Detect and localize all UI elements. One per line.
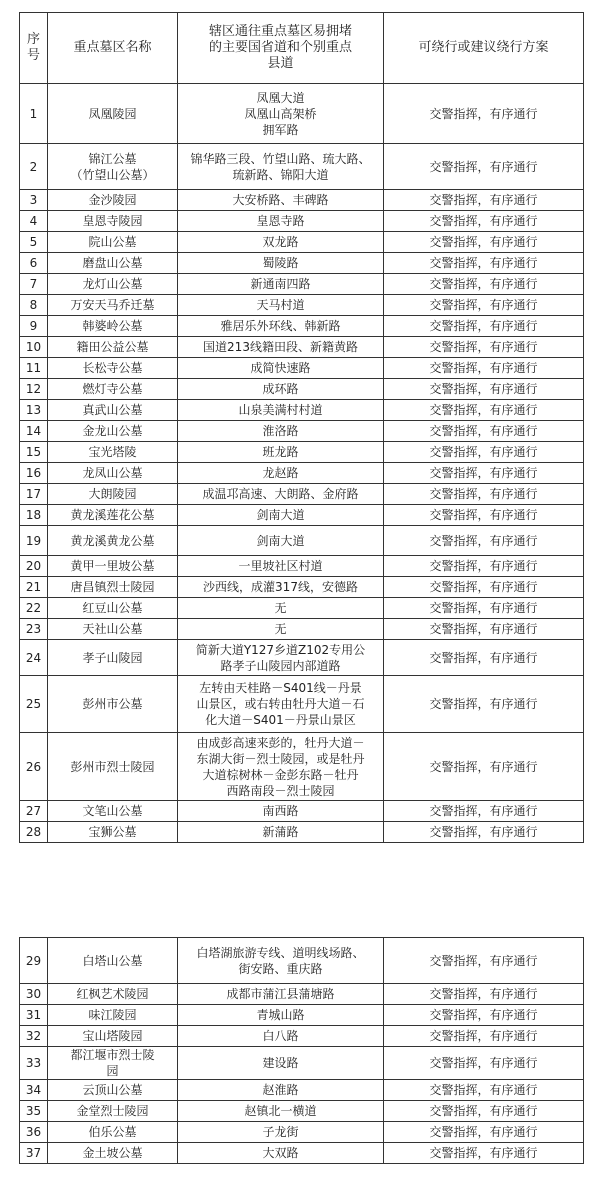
cemetery-name: 宝狮公墓: [48, 822, 178, 843]
detour-plan: 交警指挥，有序通行: [384, 316, 584, 337]
table-row: [20, 337, 584, 358]
detour-plan: 交警指挥，有序通行: [384, 232, 584, 253]
cemetery-name: 院山公墓: [48, 232, 178, 253]
cemetery-traffic-table-part1: [19, 12, 584, 843]
table-row: [20, 484, 584, 505]
cemetery-name: 都江堰市烈士陵 园: [48, 1047, 178, 1080]
cemetery-name: 韩婆岭公墓: [48, 316, 178, 337]
table-row: [20, 232, 584, 253]
cemetery-name: 伯乐公墓: [48, 1122, 178, 1143]
detour-plan: 交警指挥，有序通行: [384, 505, 584, 526]
detour-plan: 交警指挥，有序通行: [384, 295, 584, 316]
table-row: [20, 1080, 584, 1101]
row-number: 35: [20, 1101, 48, 1122]
cemetery-name: 万安天马乔迁墓: [48, 295, 178, 316]
row-number: 27: [20, 801, 48, 822]
table-row: [20, 526, 584, 556]
congested-roads: 无: [178, 619, 384, 640]
table-row: [20, 400, 584, 421]
cemetery-name: 金土坡公墓: [48, 1143, 178, 1164]
cemetery-name: 籍田公益公墓: [48, 337, 178, 358]
table-row: [20, 1005, 584, 1026]
congested-roads: 成环路: [178, 379, 384, 400]
detour-plan: 交警指挥，有序通行: [384, 1005, 584, 1026]
cemetery-name: 龙灯山公墓: [48, 274, 178, 295]
detour-plan: 交警指挥，有序通行: [384, 822, 584, 843]
table-row: [20, 577, 584, 598]
congested-roads: 白八路: [178, 1026, 384, 1047]
congested-roads: 无: [178, 598, 384, 619]
row-number: 23: [20, 619, 48, 640]
detour-plan: 交警指挥，有序通行: [384, 400, 584, 421]
table-row: [20, 144, 584, 190]
table-row: [20, 190, 584, 211]
cemetery-name: 金沙陵园: [48, 190, 178, 211]
congested-roads: 锦华路三段、竹望山路、琉大路、 琉新路、锦阳大道: [178, 144, 384, 190]
row-number: 22: [20, 598, 48, 619]
row-number: 9: [20, 316, 48, 337]
row-number: 26: [20, 733, 48, 801]
detour-plan: 交警指挥，有序通行: [384, 190, 584, 211]
detour-plan: 交警指挥，有序通行: [384, 442, 584, 463]
row-number: 10: [20, 337, 48, 358]
header-cemetery-name: 重点墓区名称: [48, 13, 178, 84]
row-number: 13: [20, 400, 48, 421]
detour-plan: 交警指挥，有序通行: [384, 358, 584, 379]
cemetery-name: 云顶山公墓: [48, 1080, 178, 1101]
detour-plan: 交警指挥，有序通行: [384, 84, 584, 144]
table-row: [20, 421, 584, 442]
detour-plan: 交警指挥，有序通行: [384, 556, 584, 577]
cemetery-name: 彭州市烈士陵园: [48, 733, 178, 801]
table-header-row: [20, 13, 584, 84]
row-number: 20: [20, 556, 48, 577]
detour-plan: 交警指挥，有序通行: [384, 463, 584, 484]
congested-roads: 龙赵路: [178, 463, 384, 484]
congested-roads: 子龙街: [178, 1122, 384, 1143]
table-row: [20, 676, 584, 733]
row-number: 15: [20, 442, 48, 463]
row-number: 36: [20, 1122, 48, 1143]
row-number: 11: [20, 358, 48, 379]
congested-roads: 皇恩寺路: [178, 211, 384, 232]
detour-plan: 交警指挥，有序通行: [384, 984, 584, 1005]
header-number: 序 号: [20, 13, 48, 84]
table-row: [20, 358, 584, 379]
row-number: 4: [20, 211, 48, 232]
congested-roads: 沙西线，成灌317线，安德路: [178, 577, 384, 598]
cemetery-name: 宝山塔陵园: [48, 1026, 178, 1047]
detour-plan: 交警指挥，有序通行: [384, 938, 584, 984]
row-number: 29: [20, 938, 48, 984]
table-body-part2: [20, 938, 584, 1164]
row-number: 18: [20, 505, 48, 526]
cemetery-name: 锦江公墓 （竹望山公墓）: [48, 144, 178, 190]
table-row: [20, 316, 584, 337]
congested-roads: 成简快速路: [178, 358, 384, 379]
table-row: [20, 84, 584, 144]
row-number: 1: [20, 84, 48, 144]
congested-roads: 左转由天桂路－S401线－丹景 山景区，或右转由牡丹大道－石 化大道－S401－丹景山景区: [178, 676, 384, 733]
table-row: [20, 619, 584, 640]
header-congested-roads: 辖区通往重点墓区易拥堵 的主要国省道和个别重点 县道: [178, 13, 384, 84]
table-row: [20, 801, 584, 822]
congested-roads: 天马村道: [178, 295, 384, 316]
row-number: 21: [20, 577, 48, 598]
congested-roads: 简新大道Y127乡道Z102专用公 路孝子山陵园内部道路: [178, 640, 384, 676]
table-row: [20, 505, 584, 526]
congested-roads: 双龙路: [178, 232, 384, 253]
detour-plan: 交警指挥，有序通行: [384, 1080, 584, 1101]
cemetery-name: 红枫艺术陵园: [48, 984, 178, 1005]
cemetery-name: 黄龙溪黄龙公墓: [48, 526, 178, 556]
detour-plan: 交警指挥，有序通行: [384, 676, 584, 733]
detour-plan: 交警指挥，有序通行: [384, 1143, 584, 1164]
congested-roads: 班龙路: [178, 442, 384, 463]
congested-roads: 成温邛高速、大朗路、金府路: [178, 484, 384, 505]
table-row: [20, 274, 584, 295]
row-number: 31: [20, 1005, 48, 1026]
cemetery-name: 黄甲一里坡公墓: [48, 556, 178, 577]
cemetery-name: 金龙山公墓: [48, 421, 178, 442]
detour-plan: 交警指挥，有序通行: [384, 1122, 584, 1143]
row-number: 19: [20, 526, 48, 556]
congested-roads: 剑南大道: [178, 526, 384, 556]
congested-roads: 赵淮路: [178, 1080, 384, 1101]
row-number: 34: [20, 1080, 48, 1101]
row-number: 12: [20, 379, 48, 400]
table-row: [20, 379, 584, 400]
detour-plan: 交警指挥，有序通行: [384, 801, 584, 822]
congested-roads: 剑南大道: [178, 505, 384, 526]
congested-roads: 凤凰大道 凤凰山高架桥 拥军路: [178, 84, 384, 144]
congested-roads: 由成彭高速来彭的，牡丹大道－ 东湖大街－烈士陵园，或是牡丹 大道棕树林－金彭东路－牡丹 西路南段－烈士陵园: [178, 733, 384, 801]
cemetery-name: 磨盘山公墓: [48, 253, 178, 274]
detour-plan: 交警指挥，有序通行: [384, 274, 584, 295]
table-row: [20, 984, 584, 1005]
table-row: [20, 1101, 584, 1122]
congested-roads: 山泉美满村村道: [178, 400, 384, 421]
congested-roads: 一里坡社区村道: [178, 556, 384, 577]
table-row: [20, 1026, 584, 1047]
congested-roads: 新蒲路: [178, 822, 384, 843]
table-row: [20, 1047, 584, 1080]
cemetery-name: 白塔山公墓: [48, 938, 178, 984]
row-number: 7: [20, 274, 48, 295]
detour-plan: 交警指挥，有序通行: [384, 421, 584, 442]
cemetery-name: 味江陵园: [48, 1005, 178, 1026]
detour-plan: 交警指挥，有序通行: [384, 598, 584, 619]
table-row: [20, 211, 584, 232]
cemetery-name: 龙凤山公墓: [48, 463, 178, 484]
detour-plan: 交警指挥，有序通行: [384, 733, 584, 801]
cemetery-name: 凤凰陵园: [48, 84, 178, 144]
table-row: [20, 1122, 584, 1143]
congested-roads: 大双路: [178, 1143, 384, 1164]
cemetery-name: 长松寺公墓: [48, 358, 178, 379]
row-number: 8: [20, 295, 48, 316]
row-number: 37: [20, 1143, 48, 1164]
cemetery-name: 彭州市公墓: [48, 676, 178, 733]
cemetery-name: 天社山公墓: [48, 619, 178, 640]
congested-roads: 大安桥路、丰碑路: [178, 190, 384, 211]
row-number: 24: [20, 640, 48, 676]
table-row: [20, 733, 584, 801]
row-number: 14: [20, 421, 48, 442]
congested-roads: 青城山路: [178, 1005, 384, 1026]
cemetery-traffic-table-part2: [19, 937, 584, 1164]
congested-roads: 赵镇北一横道: [178, 1101, 384, 1122]
detour-plan: 交警指挥，有序通行: [384, 619, 584, 640]
congested-roads: 新通南四路: [178, 274, 384, 295]
detour-plan: 交警指挥，有序通行: [384, 379, 584, 400]
cemetery-name: 燃灯寺公墓: [48, 379, 178, 400]
cemetery-name: 大朗陵园: [48, 484, 178, 505]
detour-plan: 交警指挥，有序通行: [384, 253, 584, 274]
table-row: [20, 295, 584, 316]
detour-plan: 交警指挥，有序通行: [384, 640, 584, 676]
cemetery-name: 皇恩寺陵园: [48, 211, 178, 232]
table-row: [20, 598, 584, 619]
congested-roads: 建设路: [178, 1047, 384, 1080]
row-number: 33: [20, 1047, 48, 1080]
row-number: 2: [20, 144, 48, 190]
table-row: [20, 556, 584, 577]
row-number: 3: [20, 190, 48, 211]
congested-roads: 蜀陵路: [178, 253, 384, 274]
table-row: [20, 640, 584, 676]
detour-plan: 交警指挥，有序通行: [384, 484, 584, 505]
congested-roads: 雅居乐外环线、韩新路: [178, 316, 384, 337]
table-row: [20, 253, 584, 274]
cemetery-name: 真武山公墓: [48, 400, 178, 421]
detour-plan: 交警指挥，有序通行: [384, 526, 584, 556]
detour-plan: 交警指挥，有序通行: [384, 1047, 584, 1080]
detour-plan: 交警指挥，有序通行: [384, 577, 584, 598]
row-number: 32: [20, 1026, 48, 1047]
table-row: [20, 938, 584, 984]
cemetery-name: 孝子山陵园: [48, 640, 178, 676]
detour-plan: 交警指挥，有序通行: [384, 1101, 584, 1122]
row-number: 6: [20, 253, 48, 274]
row-number: 5: [20, 232, 48, 253]
cemetery-name: 宝光塔陵: [48, 442, 178, 463]
congested-roads: 淮洛路: [178, 421, 384, 442]
congested-roads: 南西路: [178, 801, 384, 822]
table-row: [20, 1143, 584, 1164]
cemetery-name: 唐昌镇烈士陵园: [48, 577, 178, 598]
detour-plan: 交警指挥，有序通行: [384, 337, 584, 358]
row-number: 25: [20, 676, 48, 733]
header-detour-plan: 可绕行或建议绕行方案: [384, 13, 584, 84]
table-row: [20, 463, 584, 484]
table-row: [20, 442, 584, 463]
congested-roads: 白塔湖旅游专线、道明线场路、 街安路、重庆路: [178, 938, 384, 984]
cemetery-name: 黄龙溪莲花公墓: [48, 505, 178, 526]
row-number: 30: [20, 984, 48, 1005]
cemetery-name: 金堂烈士陵园: [48, 1101, 178, 1122]
cemetery-name: 红豆山公墓: [48, 598, 178, 619]
cemetery-name: 文笔山公墓: [48, 801, 178, 822]
detour-plan: 交警指挥，有序通行: [384, 1026, 584, 1047]
congested-roads: 国道213线籍田段、新籍黄路: [178, 337, 384, 358]
row-number: 28: [20, 822, 48, 843]
detour-plan: 交警指挥，有序通行: [384, 211, 584, 232]
row-number: 17: [20, 484, 48, 505]
row-number: 16: [20, 463, 48, 484]
table-body-part1: [20, 84, 584, 843]
congested-roads: 成都市蒲江县蒲塘路: [178, 984, 384, 1005]
detour-plan: 交警指挥，有序通行: [384, 144, 584, 190]
table-row: [20, 822, 584, 843]
